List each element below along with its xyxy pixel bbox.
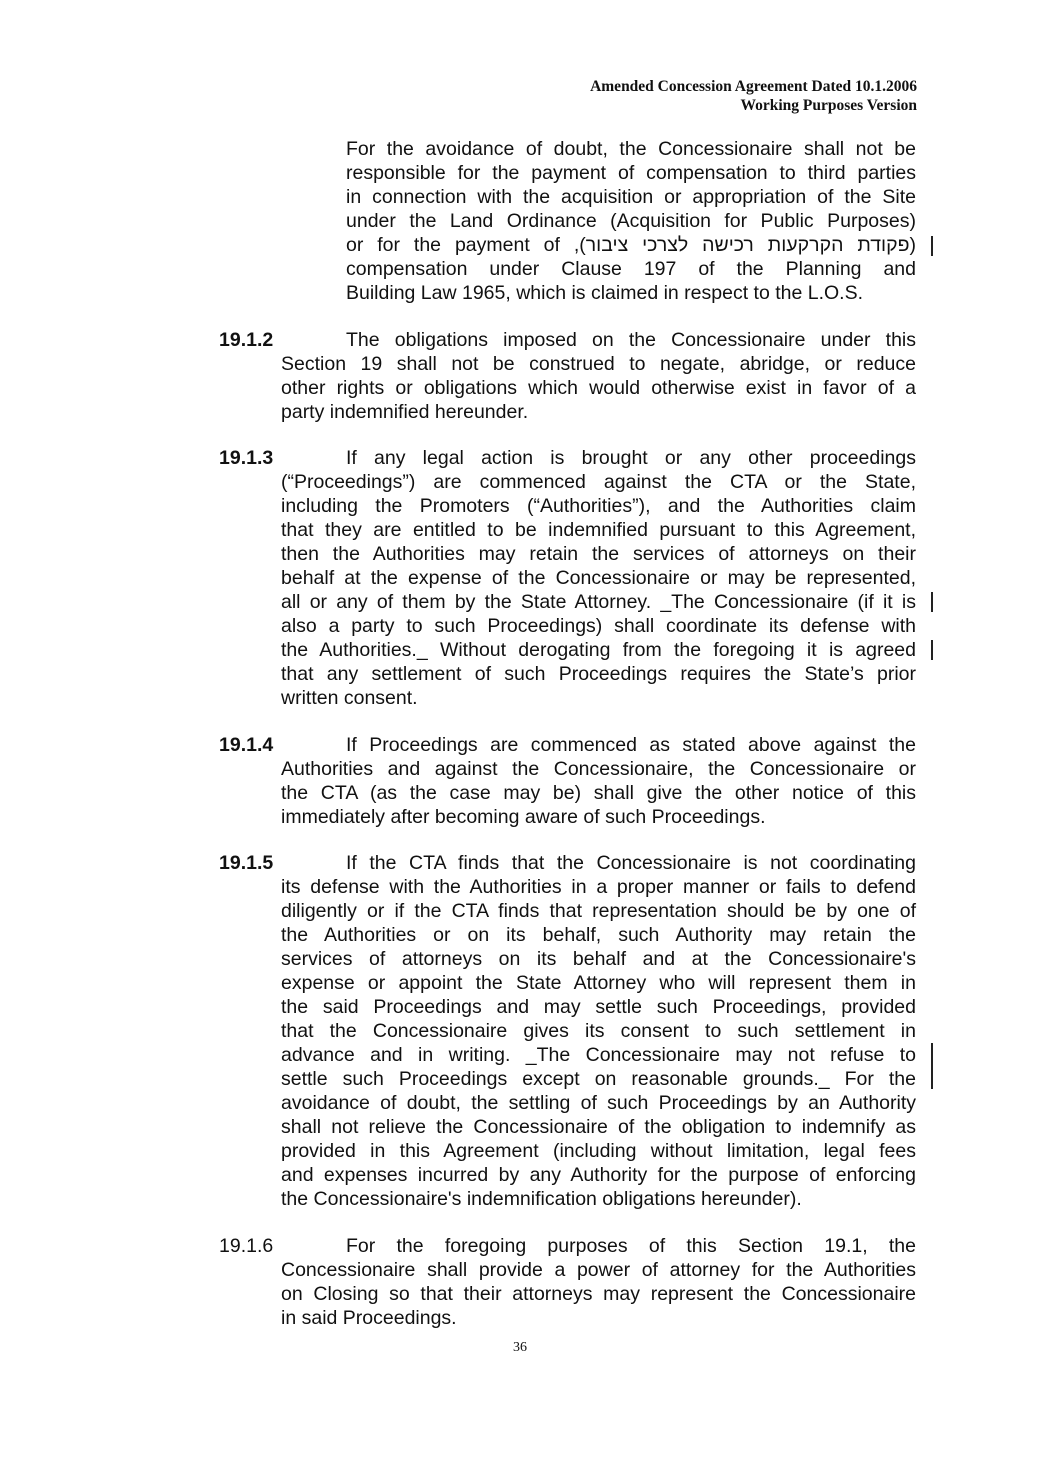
text-line: the said Proceedings and may settle such Proceedings, provided bbox=[281, 996, 916, 1018]
header-title: Amended Concession Agreement Dated 10.1.2006 bbox=[590, 78, 917, 95]
text-line: (“Proceedings”) are commenced against the CTA or the State, bbox=[281, 471, 916, 493]
text-line: all or any of them by the State Attorney. _The Concessionaire (if it is bbox=[281, 591, 916, 613]
text-line: the Concessionaire's indemnification obligations hereunder). bbox=[281, 1188, 802, 1210]
text-line: in said Proceedings. bbox=[281, 1307, 457, 1329]
text-line: shall not relieve the Concessionaire of the obligation to indemnify as bbox=[281, 1116, 916, 1138]
change-bar bbox=[931, 1043, 933, 1089]
text-line: Section 19 shall not be construed to negate, abridge, or reduce bbox=[281, 353, 916, 375]
text-line: settle such Proceedings except on reasonable grounds._ For the bbox=[281, 1068, 916, 1090]
section-number: 19.1.3 bbox=[219, 447, 274, 469]
text-line: the Authorities._ Without derogating from the foregoing it is agreed bbox=[281, 639, 916, 661]
text-line: then the Authorities may retain the services of attorneys on their bbox=[281, 543, 916, 565]
text-line: also a party to such Proceedings) shall coordinate its defense with bbox=[281, 615, 916, 637]
text-line: The obligations imposed on the Concessionaire under this bbox=[346, 329, 916, 351]
text-line: immediately after becoming aware of such Proceedings. bbox=[281, 806, 766, 828]
text-line: on Closing so that their attorneys may represent the Concessionaire bbox=[281, 1283, 916, 1305]
text-line: avoidance of doubt, the settling of such Proceedings by an Authority bbox=[281, 1092, 916, 1114]
text-line: Concessionaire shall provide a power of attorney for the Authorities bbox=[281, 1259, 916, 1281]
text-line: other rights or obligations which would otherwise exist in favor of a bbox=[281, 377, 916, 399]
text-line: its defense with the Authorities in a proper manner or fails to defend bbox=[281, 876, 916, 898]
section-number: 19.1.4 bbox=[219, 734, 274, 756]
text-line: expense or appoint the State Attorney who will represent them in bbox=[281, 972, 916, 994]
text-line: services of attorneys on its behalf and at the Concessionaire's bbox=[281, 948, 916, 970]
text-line: in connection with the acquisition or appropriation of the Site bbox=[346, 186, 916, 208]
text-line: the Authorities or on its behalf, such Authority may retain the bbox=[281, 924, 916, 946]
text-line: Authorities and against the Concessionaire, the Concessionaire or bbox=[281, 758, 916, 780]
text-line: compensation under Clause 197 of the Planning and bbox=[346, 258, 916, 280]
text-line: including the Promoters (“Authorities”), and the Authorities claim bbox=[281, 495, 916, 517]
text-line: the CTA (as the case may be) shall give the other notice of this bbox=[281, 782, 916, 804]
text-line: that they are entitled to be indemnified pursuant to this Agreement, bbox=[281, 519, 916, 541]
text-line: party indemnified hereunder. bbox=[281, 401, 529, 423]
change-bar bbox=[931, 640, 933, 660]
text-line: If the CTA finds that the Concessionaire is not coordinating bbox=[346, 852, 916, 874]
text-line: For the foregoing purposes of this Section 19.1, the bbox=[346, 1235, 916, 1257]
change-bar bbox=[931, 592, 933, 612]
text-line: responsible for the payment of compensation to third parties bbox=[346, 162, 916, 184]
text-line: diligently or if the CTA finds that representation should be by one of bbox=[281, 900, 916, 922]
section-number: 19.1.2 bbox=[219, 329, 274, 351]
section-number: 19.1.6 bbox=[219, 1235, 274, 1257]
text-line: written consent. bbox=[281, 687, 418, 709]
header-subtitle: Working Purposes Version bbox=[740, 97, 917, 114]
change-bar bbox=[931, 236, 933, 256]
text-line: advance and in writing. _The Concessionaire may not refuse to bbox=[281, 1044, 916, 1066]
text-line: For the avoidance of doubt, the Concessionaire shall not be bbox=[346, 138, 916, 160]
text-line: that any settlement of such Proceedings requires the State’s prior bbox=[281, 663, 916, 685]
text-line: If Proceedings are commenced as stated above against the bbox=[346, 734, 916, 756]
text-line: If any legal action is brought or any other proceedings bbox=[346, 447, 916, 469]
text-line: under the Land Ordinance (Acquisition for Public Purposes) bbox=[346, 210, 916, 232]
text-line: that the Concessionaire gives its consent to such settlement in bbox=[281, 1020, 916, 1042]
section-number: 19.1.5 bbox=[219, 852, 274, 874]
text-line: and expenses incurred by any Authority for the purpose of enforcing bbox=[281, 1164, 916, 1186]
text-line: Building Law 1965, which is claimed in respect to the L.O.S. bbox=[346, 282, 864, 304]
text-line-hebrew: (פקודת הקרקעות רכישה לצרכי ציבור), or for the payment of bbox=[346, 234, 916, 256]
text-line: provided in this Agreement (including without limitation, legal fees bbox=[281, 1140, 916, 1162]
text-line: behalf at the expense of the Concessionaire or may be represented, bbox=[281, 567, 916, 589]
page-number: 36 bbox=[513, 1340, 527, 1355]
